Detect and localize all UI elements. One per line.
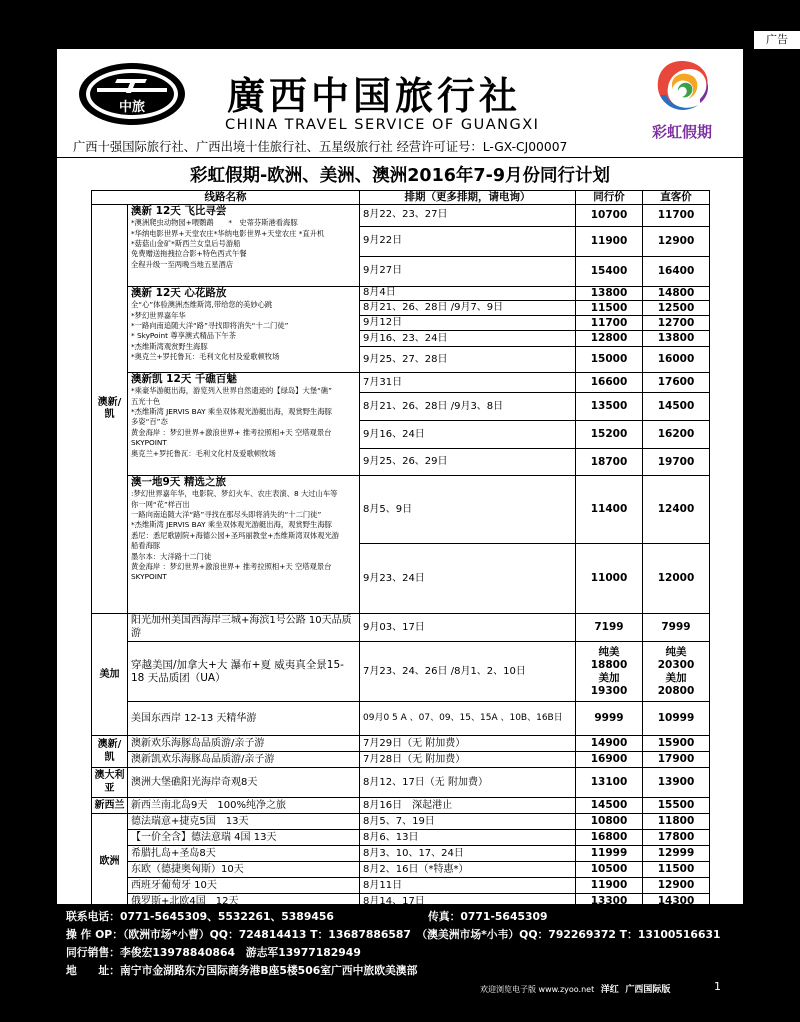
contact-address: 地 址：南宁市金湖路东方国际商务港B座5楼506室广西中旅欧美澳部 xyxy=(66,964,418,977)
table-row xyxy=(92,862,710,878)
route-cell xyxy=(128,287,360,373)
peer-price: 13300 xyxy=(576,894,643,910)
price-label: 美加 xyxy=(665,671,687,684)
itinerary-table xyxy=(91,190,710,910)
date-cell: 9月03、17日 xyxy=(360,614,576,642)
route-line: 悉尼：悉尼歌剧院+海德公园+圣玛丽教堂+杰维斯湾双体观光游 xyxy=(131,530,340,540)
direct-price: 14800 xyxy=(643,287,710,301)
ad-sheet xyxy=(57,49,743,908)
price-value: 20300 xyxy=(657,658,695,671)
region-au-nz-1: 澳新/凯 xyxy=(92,205,128,614)
peer-price: 11900 xyxy=(576,878,643,894)
table-row xyxy=(92,287,710,301)
date-cell: 8月11日 xyxy=(360,878,576,894)
route-cell xyxy=(128,476,360,614)
direct-price: 12000 xyxy=(643,544,710,614)
route-cell: 澳洲大堡礁阳光海岸奇观8天 xyxy=(128,768,360,798)
region-au-nz-2: 澳新/凯 xyxy=(92,736,128,768)
date-cell: 8月16日 深起港止 xyxy=(360,798,576,814)
route-line: SKYPOINT xyxy=(131,572,167,582)
table-row xyxy=(92,702,710,736)
route-line: *菇菇山金矿*斯西兰女皇后号游船 xyxy=(131,238,241,248)
route-cell: 穿越美国/加拿大+大 瀑布+夏 威夷真全景15-18 天品质团（UA） xyxy=(128,642,360,702)
date-cell: 7月31日 xyxy=(360,373,576,393)
rainbow-holiday-logo xyxy=(639,55,725,139)
direct-price: 16400 xyxy=(643,257,710,287)
direct-price: 15900 xyxy=(643,736,710,752)
peer-price: 7199 xyxy=(576,614,643,642)
page-number: 1 xyxy=(714,980,721,993)
route-cell: 希腊扎岛+圣岛8天 xyxy=(128,846,360,862)
route-title: 澳一地9天 精选之旅 xyxy=(131,476,226,489)
price-label: 纯美 xyxy=(665,645,687,658)
date-cell: 8月21、26、28日 /9月7、9日 xyxy=(360,301,576,316)
route-cell: 澳新凯欢乐海豚岛品质游/亲子游 xyxy=(128,752,360,768)
header xyxy=(57,49,743,159)
direct-price: 13900 xyxy=(643,768,710,798)
direct-price: 17800 xyxy=(643,830,710,846)
route-line: * SkyPoint 尊享澳式精品下午茶 xyxy=(131,331,236,341)
magazine-logo: 洋红 xyxy=(600,985,619,995)
price-label: 美加 xyxy=(598,671,620,684)
peer-price xyxy=(576,642,643,702)
contact-sales: 同行销售：李俊宏13978840864 游志军13977182949 xyxy=(66,946,361,959)
region-europe: 欧洲 xyxy=(92,814,128,910)
contact-footer xyxy=(66,908,766,980)
route-cell: 德法瑞意+捷克5国 13天 xyxy=(128,814,360,830)
route-line: *澳洲爬虫动物园+喂鹦鹉 * 史蒂芬斯港看海豚 xyxy=(131,218,298,228)
route-cell xyxy=(128,205,360,287)
direct-price: 12900 xyxy=(643,227,710,257)
peer-price: 18700 xyxy=(576,449,643,476)
route-cell: 俄罗斯+北欧4国 12天 xyxy=(128,894,360,910)
peer-price: 10800 xyxy=(576,814,643,830)
region-australia: 澳大利亚 xyxy=(92,768,128,798)
cts-logo xyxy=(77,61,187,127)
date-cell: 8月3、10、17、24日 xyxy=(360,846,576,862)
route-line: 你一网“花”样百出 xyxy=(131,499,190,509)
route-line: *梦幻世界嘉年华 xyxy=(131,310,186,320)
peer-price: 14500 xyxy=(576,798,643,814)
date-cell: 8月6、13日 xyxy=(360,830,576,846)
route-line: 黄金海岸 ：梦幻世界+激浪世界+ 推考拉照相+天 空塔观景台 xyxy=(131,561,332,571)
route-line: 一路向南追随大洋“路”寻找在那尽头即将消失的“十二门徒” xyxy=(131,510,322,520)
peer-price: 10700 xyxy=(576,205,643,227)
date-cell: 8月14、17日 xyxy=(360,894,576,910)
route-line: *乘豪华游艇出海，游览列入世界自然遗迹的【绿岛】大堡“礁” xyxy=(131,386,332,396)
date-cell: 8月5、7、19日 xyxy=(360,814,576,830)
table-row xyxy=(92,614,710,642)
date-cell: 9月25、27、28日 xyxy=(360,347,576,373)
date-cell: 9月16、24日 xyxy=(360,421,576,449)
route-line: 黄金海岸 ：梦幻世界+激浪世界+ 推考拉照相+天 空塔观景台 xyxy=(131,427,332,437)
direct-price: 14500 xyxy=(643,393,710,421)
date-cell: 09月0 5 A 、07、09、15、15A 、10B、16B日 xyxy=(360,702,576,736)
table-row xyxy=(92,878,710,894)
table-row xyxy=(92,814,710,830)
direct-price xyxy=(643,642,710,702)
cts-logo-icon xyxy=(77,61,187,127)
direct-price: 16000 xyxy=(643,347,710,373)
date-cell: 9月27日 xyxy=(360,257,576,287)
route-line: 全“心”体验澳洲杰维斯湾,带给您的美妙心跳 xyxy=(131,300,273,310)
peer-price: 16800 xyxy=(576,830,643,846)
table-row xyxy=(92,798,710,814)
route-cell: 东欧（德捷奥匈斯）10天 xyxy=(128,862,360,878)
price-value: 19300 xyxy=(590,684,628,697)
date-cell: 9月25、26、29日 xyxy=(360,449,576,476)
route-line: :梦幻世界嘉年华，电影院、梦幻火车、农庄表演、8 大过山车等 xyxy=(131,489,338,499)
direct-price: 19700 xyxy=(643,449,710,476)
direct-price: 13800 xyxy=(643,331,710,347)
route-line: 墨尔本：大洋路十二门徒 xyxy=(131,551,212,561)
table-row xyxy=(92,846,710,862)
col-direct-price: 直客价 xyxy=(643,191,710,205)
peer-price: 9999 xyxy=(576,702,643,736)
route-line: *杰维斯湾 JERVIS BAY 乘坐双体观光游艇出海，观赏野生海豚 xyxy=(131,520,332,530)
cts-logo-text: 中旅 xyxy=(118,100,146,115)
date-cell: 9月16、23、24日 xyxy=(360,331,576,347)
magazine-name: 广西国际版 xyxy=(625,985,671,995)
table-row xyxy=(92,768,710,798)
route-line: SKYPOINT xyxy=(131,438,167,448)
date-cell: 8月12、17日（无 附加费） xyxy=(360,768,576,798)
date-cell: 8月21、26、28日 /9月3、8日 xyxy=(360,393,576,421)
table-row xyxy=(92,736,710,752)
date-cell: 8月22、23、27日 xyxy=(360,205,576,227)
table-row xyxy=(92,642,710,702)
direct-price: 12700 xyxy=(643,316,710,331)
route-line: *杰维斯湾观赏野生海豚 xyxy=(131,341,208,351)
plan-title: 彩虹假期-欧洲、美洲、澳洲2016年7-9月份同行计划 xyxy=(189,166,611,186)
peer-price: 13500 xyxy=(576,393,643,421)
route-line: *华纳电影世界+天堂农庄*华纳电影世界+天堂农庄 *直升机 xyxy=(131,228,325,238)
peer-price: 12800 xyxy=(576,331,643,347)
date-cell: 9月22日 xyxy=(360,227,576,257)
date-cell: 9月23、24日 xyxy=(360,544,576,614)
table-row xyxy=(92,830,710,846)
publication-bar xyxy=(480,982,670,995)
price-value: 20800 xyxy=(657,684,695,697)
date-cell: 8月4日 xyxy=(360,287,576,301)
table-row xyxy=(92,373,710,393)
contact-phone: 联系电话：0771-5645309、5532261、5389456 xyxy=(66,910,334,923)
peer-price: 11700 xyxy=(576,316,643,331)
peer-price: 13800 xyxy=(576,287,643,301)
col-route: 线路名称 xyxy=(92,191,360,205)
direct-price: 12400 xyxy=(643,476,710,544)
route-line: *一路向南追随大洋“路”寻找即将消失“十二门徒” xyxy=(131,320,289,330)
route-title: 澳新凯 12天 千礁百魅 xyxy=(131,373,237,386)
route-cell xyxy=(128,373,360,476)
direct-price: 7999 xyxy=(643,614,710,642)
rainbow-swirl-icon xyxy=(650,55,714,115)
price-value: 18800 xyxy=(590,658,628,671)
date-cell: 7月28日（无 附加费） xyxy=(360,752,576,768)
table-header-row xyxy=(92,191,710,205)
route-cell: 阳光加州美国西海岸三城+海滨1号公路 10天品质游 xyxy=(128,614,360,642)
peer-price: 11999 xyxy=(576,846,643,862)
route-cell: 【一价全含】德法意瑞 4国 13天 xyxy=(128,830,360,846)
date-cell: 7月23、24、26日 /8月1、2、10日 xyxy=(360,642,576,702)
table-row xyxy=(92,476,710,544)
credentials: 广西十强国际旅行社、广西出境十佳旅行社、五星级旅行社 经营许可证号：L-GX-CJ00007 xyxy=(73,140,568,154)
route-line: 全程升级一至两晚当地五星酒店 xyxy=(131,259,234,269)
peer-price: 15200 xyxy=(576,421,643,449)
rainbow-holiday-text: 彩虹假期 xyxy=(651,123,712,141)
route-line: 免费赠送拖拽拉合影+特色西式午餐 xyxy=(131,249,247,259)
region-nz: 新西兰 xyxy=(92,798,128,814)
direct-price: 17600 xyxy=(643,373,710,393)
route-title: 澳新 12天 飞比寻尝 xyxy=(131,205,227,218)
route-line: *奥克兰+罗托鲁瓦：毛利文化村及爱歌顿牧场 xyxy=(131,352,280,362)
peer-price: 11900 xyxy=(576,227,643,257)
browse-link[interactable]: 欢迎浏览电子版 www.zyoo.net xyxy=(480,985,595,994)
peer-price: 14900 xyxy=(576,736,643,752)
route-line: 五光十色 xyxy=(131,396,161,406)
contact-fax: 传真：0771-5645309 xyxy=(428,910,548,923)
col-peer-price: 同行价 xyxy=(576,191,643,205)
route-cell: 澳新欢乐海豚岛品质游/亲子游 xyxy=(128,736,360,752)
direct-price: 16200 xyxy=(643,421,710,449)
header-divider xyxy=(57,157,743,158)
direct-price: 11500 xyxy=(643,862,710,878)
route-line: 多姿“百”态 xyxy=(131,417,168,427)
peer-price: 15000 xyxy=(576,347,643,373)
peer-price: 11500 xyxy=(576,301,643,316)
route-cell: 美国东西岸 12-13 天精华游 xyxy=(128,702,360,736)
peer-price: 16600 xyxy=(576,373,643,393)
route-line: *杰维斯湾 JERVIS BAY 乘坐双体观光游艇出海，观赏野生海豚 xyxy=(131,407,332,417)
direct-price: 17900 xyxy=(643,752,710,768)
direct-price: 11700 xyxy=(643,205,710,227)
peer-price: 11000 xyxy=(576,544,643,614)
brand-name-en: CHINA TRAVEL SERVICE OF GUANGXI xyxy=(225,117,540,133)
route-line: 奥克兰+罗托鲁瓦：毛利文化村及爱歌顿牧场 xyxy=(131,448,276,458)
peer-price: 16900 xyxy=(576,752,643,768)
direct-price: 15500 xyxy=(643,798,710,814)
table-row xyxy=(92,752,710,768)
direct-price: 12999 xyxy=(643,846,710,862)
peer-price: 10500 xyxy=(576,862,643,878)
date-cell: 9月12日 xyxy=(360,316,576,331)
peer-price: 15400 xyxy=(576,257,643,287)
price-label: 纯美 xyxy=(598,645,620,658)
route-cell: 新西兰南北岛9天 100%纯净之旅 xyxy=(128,798,360,814)
peer-price: 13100 xyxy=(576,768,643,798)
direct-price: 12900 xyxy=(643,878,710,894)
date-cell: 7月29日（无 附加费） xyxy=(360,736,576,752)
col-schedule: 排期（更多排期，请电询） xyxy=(360,191,576,205)
region-americas: 美加 xyxy=(92,614,128,736)
direct-price: 10999 xyxy=(643,702,710,736)
date-cell: 8月5、9日 xyxy=(360,476,576,544)
brand-name-cn: 廣西中国旅行社 xyxy=(227,73,522,118)
route-cell: 西班牙葡萄牙 10天 xyxy=(128,878,360,894)
table-row xyxy=(92,205,710,227)
route-title: 澳新 12天 心花路放 xyxy=(131,287,227,300)
ad-tag: 广告 xyxy=(754,31,800,49)
direct-price: 14300 xyxy=(643,894,710,910)
direct-price: 12500 xyxy=(643,301,710,316)
route-line: 船看海豚 xyxy=(131,541,161,551)
direct-price: 11800 xyxy=(643,814,710,830)
date-cell: 8月2、16日（*特惠*） xyxy=(360,862,576,878)
contact-op: 操 作 OP：（欧洲市场*小曹）QQ：724814413 T：13687886587 （澳美洲市场*小韦）QQ：792269372 T：13100516631 xyxy=(66,928,721,941)
peer-price: 11400 xyxy=(576,476,643,544)
